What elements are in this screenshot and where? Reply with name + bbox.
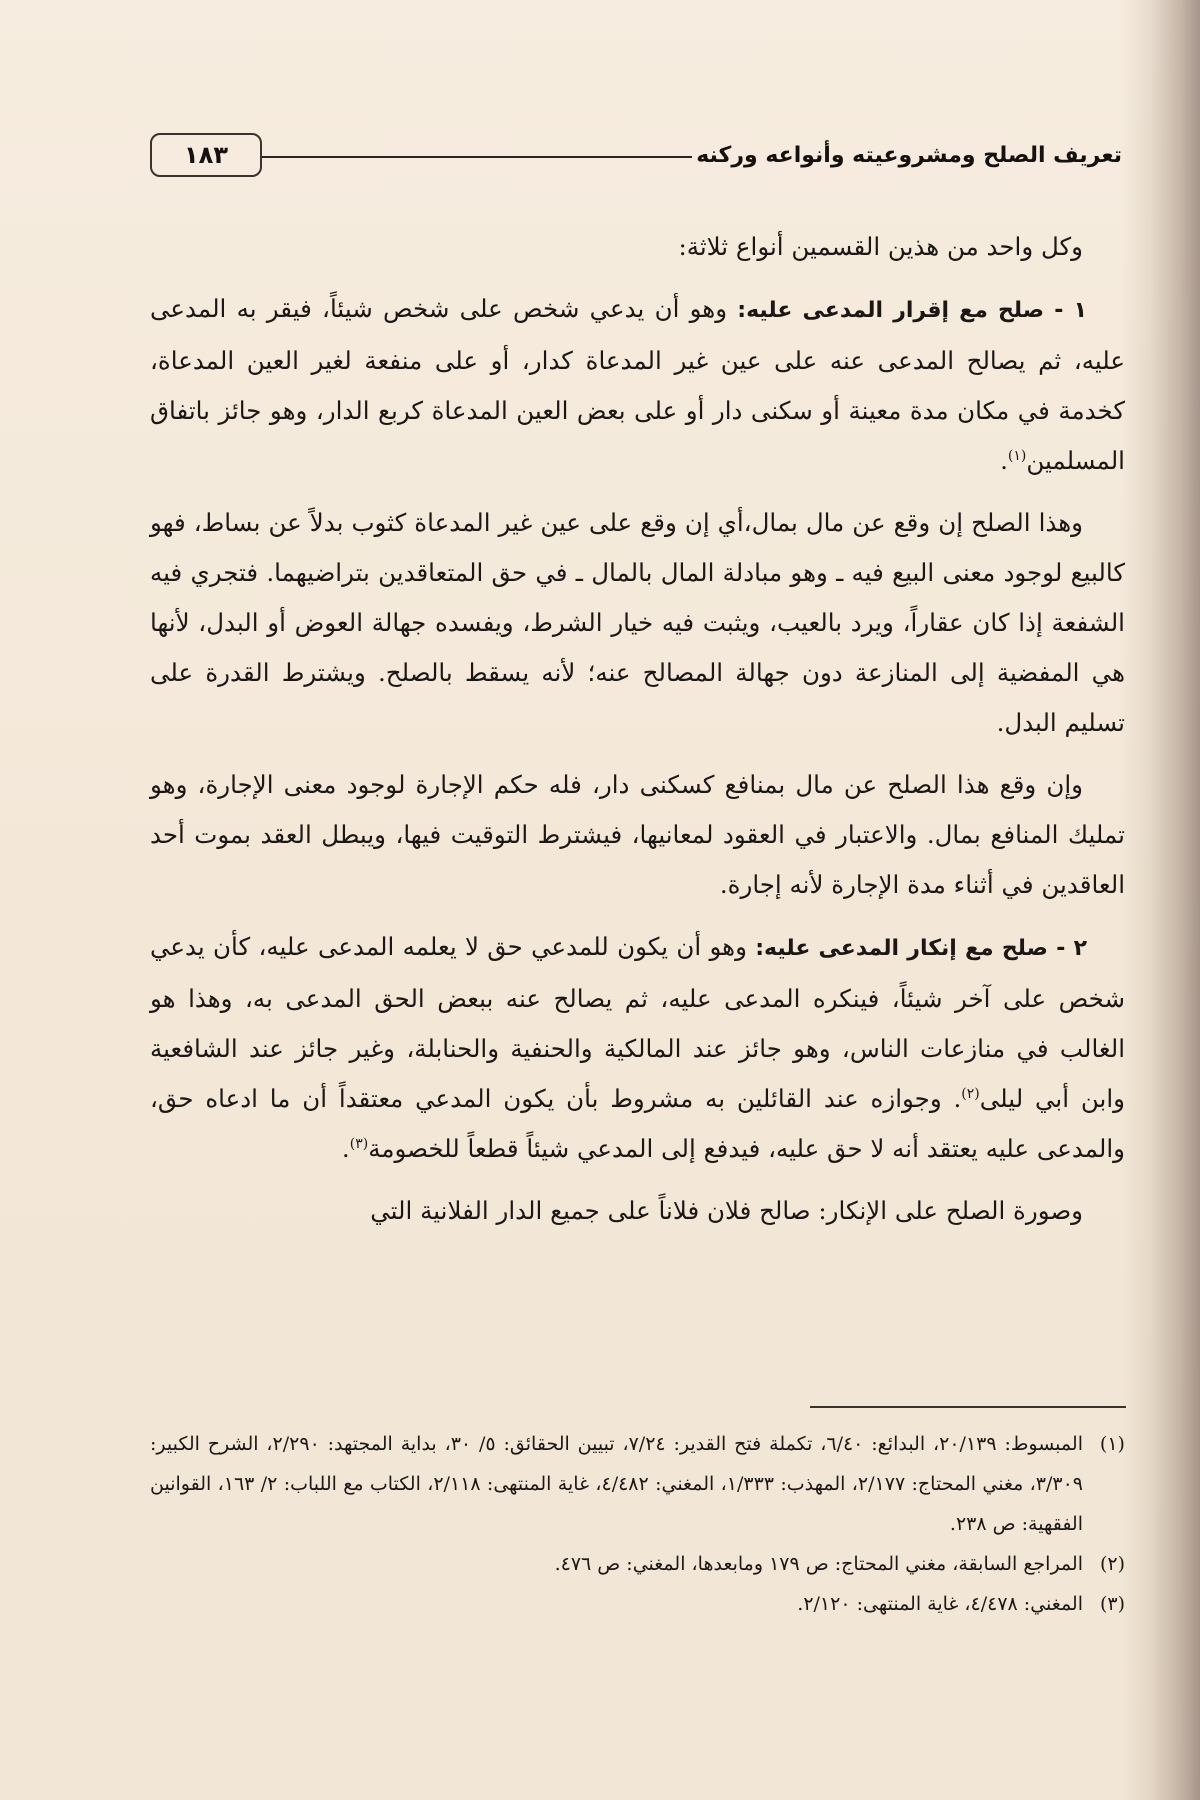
footnote-3 (150, 1584, 1125, 1624)
footnote-3-number: (٣) (1099, 1593, 1125, 1615)
footnote-2-number: (٢) (1099, 1553, 1125, 1575)
footnote-ref-3[interactable]: (٣) (349, 1135, 369, 1152)
item-2-end: . (341, 1134, 350, 1163)
item-2-text-a: وهو أن يكون للمدعي حق لا يعلمه المدعى عليه، كأن يدعي شخص على آخر شيئاً، فينكره المدعى عليه، ثم يصالح عنه ببعض الحق المدعى به، وهذا هو الغالب في منازعات الناس، وهو جائز عند المالكية والحنفية والحنابلة، وغير جائز عند الشافعية وابن أبي ليلى (150, 932, 1125, 1113)
footnote-1 (150, 1424, 1125, 1544)
footnote-ref-1[interactable]: (١) (1007, 447, 1027, 464)
footnote-2-text: المراجع السابقة، مغني المحتاج: ص ١٧٩ ومابعدها، المغني: ص ٤٧٦. (554, 1553, 1083, 1575)
footnote-ref-2[interactable]: (٢) (961, 1085, 980, 1102)
item-1-paragraph (150, 284, 1125, 486)
footnote-divider (810, 1406, 1126, 1408)
footnote-2 (150, 1544, 1125, 1584)
footnote-1-text: المبسوط: ٢٠/١٣٩، البدائع: ٦/٤٠، تكملة فتح القدير: ٧/٢٤، تبيين الحقائق: ٥/ ٣٠، بداية المجتهد: ٢/٢٩٠، الشرح الكبير: ٣/٣٠٩، مغني المحتاج: ٢/١٧٧، المهذب: ١/٣٣٣، المغني: ٤/٤٨٢، غاية المنتهى: ٢/١١٨، الكتاب مع اللباب: ٢/ ١٦٣، القوانين الفقهية: ص ٢٣٨. (150, 1433, 1084, 1535)
item-1-text: وهو أن يدعي شخص على شخص شيئاً، فيقر به المدعى عليه، ثم يصالح المدعى عنه على عين غير المدعاة كدار، أو على منفعة لغير العين المدعاة، كخدمة في مكان مدة معينة أو سكنى دار أو على بعض العين المدعاة كربع الدار، وهو جائز باتفاق المسلمين (150, 294, 1125, 475)
paragraph-lease: وإن وقع هذا الصلح عن مال بمنافع كسكنى دار، فله حكم الإجارة لوجود معنى الإجارة، وهو تمليك المنافع بمال. والاعتبار في العقود لمعانيها، فيشترط التوقيت فيها، ويبطل العقد بموت أحد العاقدين في أثناء مدة الإجارة لأنه إجارة. (150, 770, 1125, 899)
paragraph-exchange: وهذا الصلح إن وقع عن مال بمال،أي إن وقع على عين غير المدعاة كثوب بدلاً عن بساط، فهو كالبيع لوجود معنى البيع فيه ـ وهو مبادلة المال بالمال ـ في حق المتعاقدين بتراضيهما. فتجري فيه الشفعة إذا كان عقاراً، ويرد بالعيب، ويثبت فيه خيار الشرط، ويفسده جهالة العوض أو البدل، لأنها هي المفضية إلى المنازعة دون جهالة المصالح عنه؛ لأنه يسقط بالصلح. ويشترط القدرة على تسليم البدل. (150, 508, 1125, 737)
item-1-number: ١ - (1054, 298, 1087, 323)
page-number: ١٨٣ (150, 133, 262, 177)
footnote-1-number: (١) (1099, 1433, 1125, 1455)
item-2-paragraph (150, 922, 1125, 1174)
header-rule (262, 156, 692, 158)
item-2-heading: صلح مع إنكار المدعى عليه: (755, 936, 1048, 961)
chapter-title: تعريف الصلح ومشروعيته وأنواعه وركنه (696, 142, 1122, 168)
item-1-end: . (1000, 446, 1008, 475)
item-2-number: ٢ - (1056, 936, 1088, 961)
running-header (150, 130, 1122, 180)
paragraph-denial-form: وصورة الصلح على الإنكار: صالح فلان فلاناً على جميع الدار الفلانية التي (370, 1196, 1083, 1225)
item-1-heading: صلح مع إقرار المدعى عليه: (737, 298, 1045, 323)
footnotes (150, 1424, 1125, 1624)
footnote-3-text: المغني: ٤/٤٧٨، غاية المنتهى: ٢/١٢٠. (797, 1593, 1083, 1615)
item-2-text-b: . وجوازه عند القائلين به مشروط بأن يكون المدعي معتقداً أن ما ادعاه حق، والمدعى عليه يعتقد أنه لا حق عليه، فيدفع إلى المدعي شيئاً قطعاً للخصومة (150, 1084, 1125, 1163)
body-text (150, 222, 1125, 1248)
intro-paragraph: وكل واحد من هذين القسمين أنواع ثلاثة: (678, 232, 1083, 261)
